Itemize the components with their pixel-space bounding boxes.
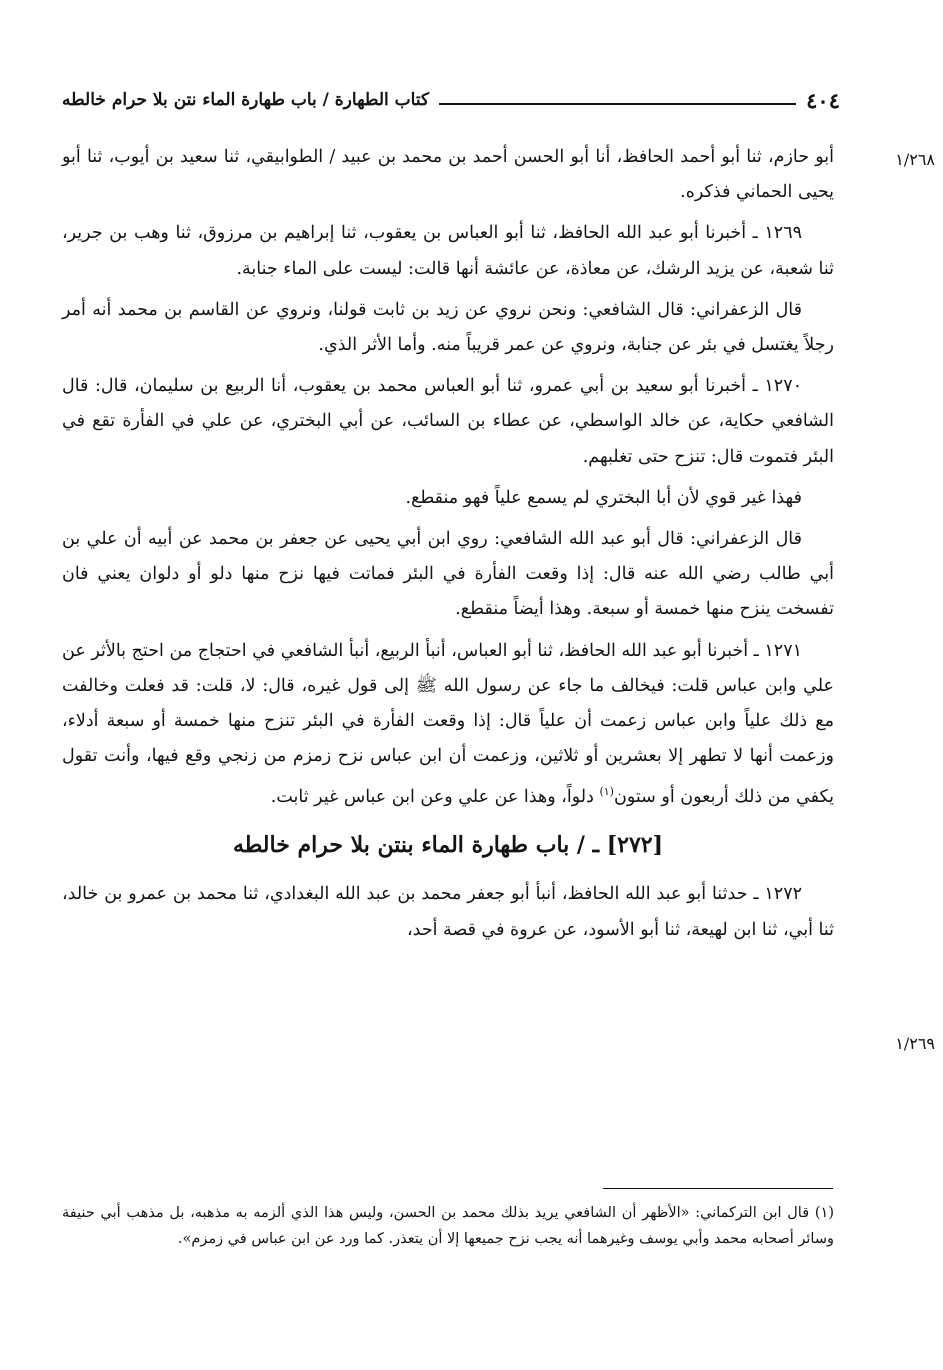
- running-header: [62, 80, 840, 120]
- margin-reference-heading: ١/٢٦٩: [895, 1034, 935, 1053]
- running-title: كتاب الطهارة / باب طهارة الماء نتن بلا حرام خالطه: [62, 90, 430, 110]
- header-rule: [439, 103, 796, 105]
- paragraph: فهذا غير قوي لأن أبا البختري لم يسمع علياً فهو منقطع.: [405, 487, 802, 508]
- hadith-1269: ١٢٦٩ ـ أخبرنا أبو عبد الله الحافظ، ثنا أبو العباس بن يعقوب، ثنا إبراهيم بن مرزوق، ثنا وهب بن جرير، ثنا شعبة، عن يزيد الرشك، عن معاذة، عن عائشة أنها قالت: ليست على الماء جنابة.: [62, 223, 834, 279]
- footnote: [62, 1200, 834, 1252]
- paragraph-text: دلواً، وهذا عن علي وعن ابن عباس غير ثابت.: [270, 787, 600, 808]
- hadith-1271: [62, 634, 834, 816]
- chapter-heading: [٢٧٢] ـ / باب طهارة الماء بنتن بلا حرام خالطه: [232, 832, 664, 859]
- main-text: [62, 140, 834, 954]
- margin-reference-top: ١/٢٦٨: [895, 150, 935, 169]
- paragraph: قال الزعفراني: قال أبو عبد الله الشافعي: روي ابن أبي يحيى عن جعفر بن محمد عن أبيه أن علي بن أبي طالب رضي الله عنه قال: إذا وقعت الفأرة في البئر فماتت فيها نزح منها دلو أو دلوان يعني فان تفسخت ينزح منها خمسة أو سبعة. وهذا أيضاً منقطع.: [62, 529, 834, 620]
- footnote-reference: (١): [599, 785, 614, 799]
- footnote-rule: [603, 1188, 833, 1189]
- paragraph-text: ١٢٧١ ـ أخبرنا أبو عبد الله الحافظ، ثنا أبو العباس، أنبأ الربيع، أنبأ الشافعي في احتجاج من احتج بالأثر عن علي وابن عباس قلت: فيخالف ما جاء عن رسول الله ﷺ إلى قول غيره، قال: لا، قلت: قد فعلت وخالفت مع ذلك علياً وابن عباس زعمت أن علياً قال: إذا وقعت الفأرة في البئر تنزح منها خمسة أو سبعة أدلاء، وزعمت أنها لا تطهر إلا بعشرين أو ثلاثين، وزعمت أن ابن عباس نزح زمزم من زنجي وقع فيها، وأنت تقول يكفي من ذلك أربعون أو ستون: [62, 640, 834, 808]
- hadith-1270: ١٢٧٠ ـ أخبرنا أبو سعيد بن أبي عمرو، ثنا أبو العباس محمد بن يعقوب، أنا الربيع بن سليمان، قال: قال الشافعي حكاية، عن خالد الواسطي، عن عطاء بن السائب، عن أبي البختري، عن علي في الفأرة تقع في البئر فتموت قال: تنزح حتى تغلبهم.: [62, 376, 834, 467]
- hadith-1272: ١٢٧٢ ـ حدثنا أبو عبد الله الحافظ، أنبأ أبو جعفر محمد بن عبد الله البغدادي، ثنا محمد بن عمرو بن خالد، ثنا أبي، ثنا ابن لهيعة، ثنا أبو الأسود، عن عروة في قصة أحد،: [62, 884, 834, 940]
- page-number: ٤٠٤: [806, 87, 840, 113]
- footnote-text: (١) قال ابن التركماني: «الأظهر أن الشافعي يريد بذلك محمد بن الحسن، وليس هذا الذي ألزمه به مذهبه، بل مذهب أبي حنيفة وسائر أصحابه محمد وأبي يوسف وغيرهما أنه يجب نزح جميعها إلا أن يتعذر. كما ورد عن ابن عباس في زمزم».: [62, 1205, 834, 1247]
- paragraph: قال الزعفراني: قال الشافعي: ونحن نروي عن زيد بن ثابت قولنا، ونروي عن القاسم بن محمد أنه أمر رجلاً يغتسل في بئر عن جنابة، ونروي عن عمر قريباً منه. وأما الأثر الذي.: [62, 299, 834, 356]
- paragraph: أبو حازم، ثنا أبو أحمد الحافظ، أنا أبو الحسن أحمد بن محمد بن عبيد / الطوابيقي، ثنا سعيد بن أيوب، ثنا أبو يحيى الحماني فذكره.: [62, 147, 834, 203]
